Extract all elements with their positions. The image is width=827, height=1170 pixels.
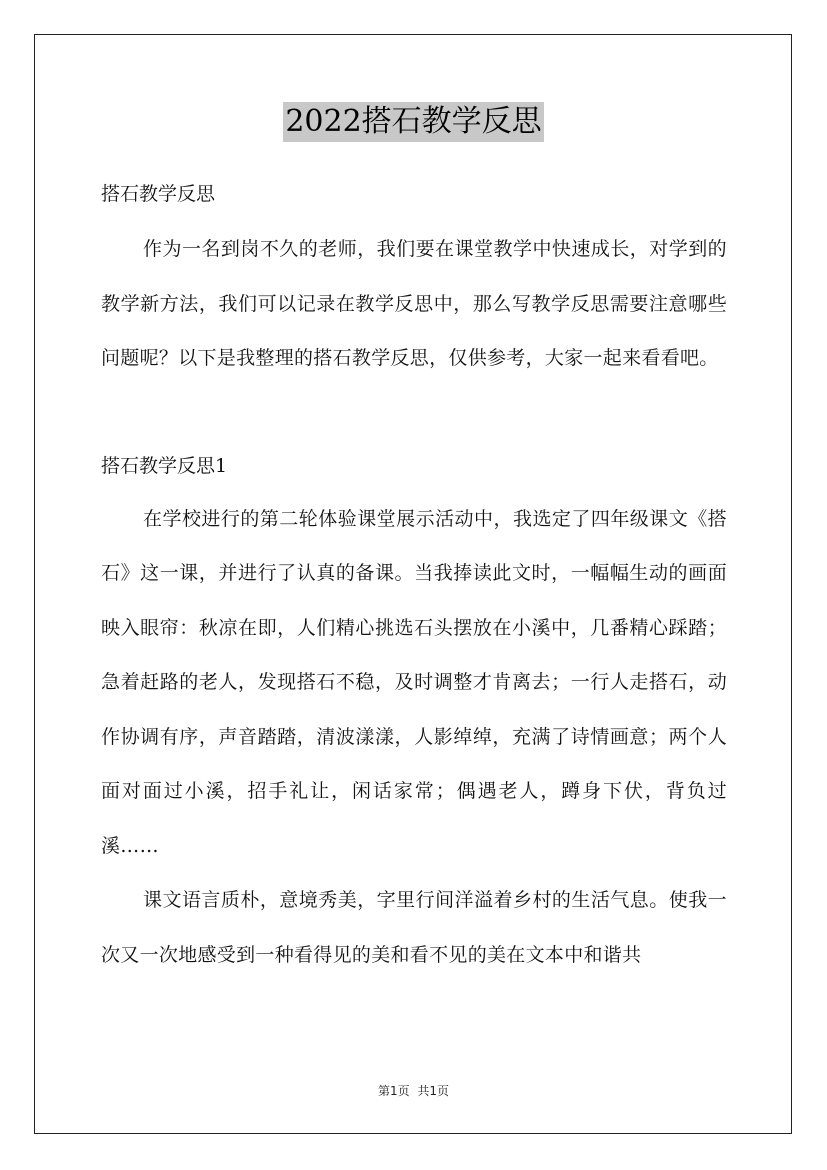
title-container — [0, 102, 827, 142]
section1-paragraph-1: 在学校进行的第二轮体验课堂展示活动中，我选定了四年级课文《搭石》这一课，并进行了认真的备课。当我捧读此文时，一幅幅生动的画面映入眼帘：秋凉在即，人们精心挑选石头摆放在小溪中，几番精心踩踏；急着赶路的老人，发现搭石不稳，及时调整才肯离去；一行人走搭石，动作协调有序，声音踏踏，清波漾漾，人影绰绰，充满了诗情画意；两个人面对面过小溪，招手礼让，闲话家常；偶遇老人，蹲身下伏，背负过溪…… — [101, 507, 727, 857]
page-number: 第1页 — [377, 1084, 410, 1098]
intro-heading: 搭石教学反思 — [101, 183, 216, 205]
page-total: 共1页 — [417, 1084, 450, 1098]
section1-paragraph-2: 课文语言质朴，意境秀美，字里行间洋溢着乡村的生活气息。使我一次又一次地感受到一种看得见的美和看不见的美在文本中和谐共 — [101, 889, 727, 966]
document-body — [101, 172, 727, 982]
page-footer — [0, 1082, 827, 1099]
section-spacer — [101, 386, 727, 440]
intro-paragraph: 作为一名到岗不久的老师，我们要在课堂教学中快速成长，对学到的教学新方法，我们可以记录在教学反思中，那么写教学反思需要注意哪些问题呢？以下是我整理的搭石教学反思，仅供参考，大家一起来看看吧。 — [101, 238, 727, 369]
section1-heading: 搭石教学反思1 — [101, 454, 228, 477]
document-title: 2022搭石教学反思 — [283, 102, 543, 142]
